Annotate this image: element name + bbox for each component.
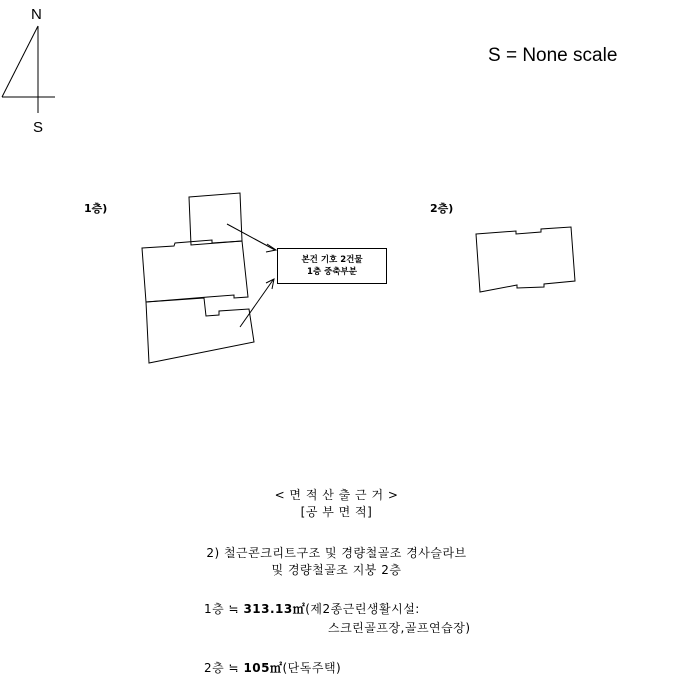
floor1-area-line: [204, 600, 420, 617]
floor1-area-value: 313.13㎡: [243, 602, 306, 616]
second-floor-label: 2층): [430, 202, 454, 215]
floor2-use: (단독주택): [282, 661, 342, 675]
second-floor-footprint: [476, 227, 575, 292]
extension-callout-box: [277, 248, 387, 284]
compass-south-label: S: [33, 119, 44, 136]
floor1-prefix: 1층 ≒: [204, 602, 244, 616]
compass-north-label: N: [31, 6, 42, 23]
floor2-area-value: 105㎡: [243, 661, 283, 675]
callout-leaders: [227, 224, 276, 327]
area-calc-heading: < 면 적 산 출 근 거 >: [274, 488, 399, 502]
floor2-area-line: [204, 659, 341, 676]
structure-line-2: 및 경량철골조 지붕 2층: [271, 563, 402, 577]
scale-note: S = None scale: [488, 45, 618, 66]
floor2-prefix: 2층 ≒: [204, 661, 244, 675]
callout-line-2: 1층 중축부분: [307, 267, 357, 277]
compass-symbol: [2, 26, 55, 113]
floor1-use-line-2: 스크린골프장,골프연습장): [328, 621, 471, 635]
area-calc-subheading: [공 부 면 적]: [300, 505, 373, 519]
callout-line-1: 본건 기호 2건물: [301, 255, 363, 265]
structure-line-1: 2) 철근콘크리트구조 및 경량철골조 경사슬라브: [206, 546, 467, 560]
floor1-use: (제2종근린생활시설:: [305, 602, 420, 616]
first-floor-footprint: [142, 193, 254, 363]
first-floor-label: 1층): [84, 202, 108, 215]
